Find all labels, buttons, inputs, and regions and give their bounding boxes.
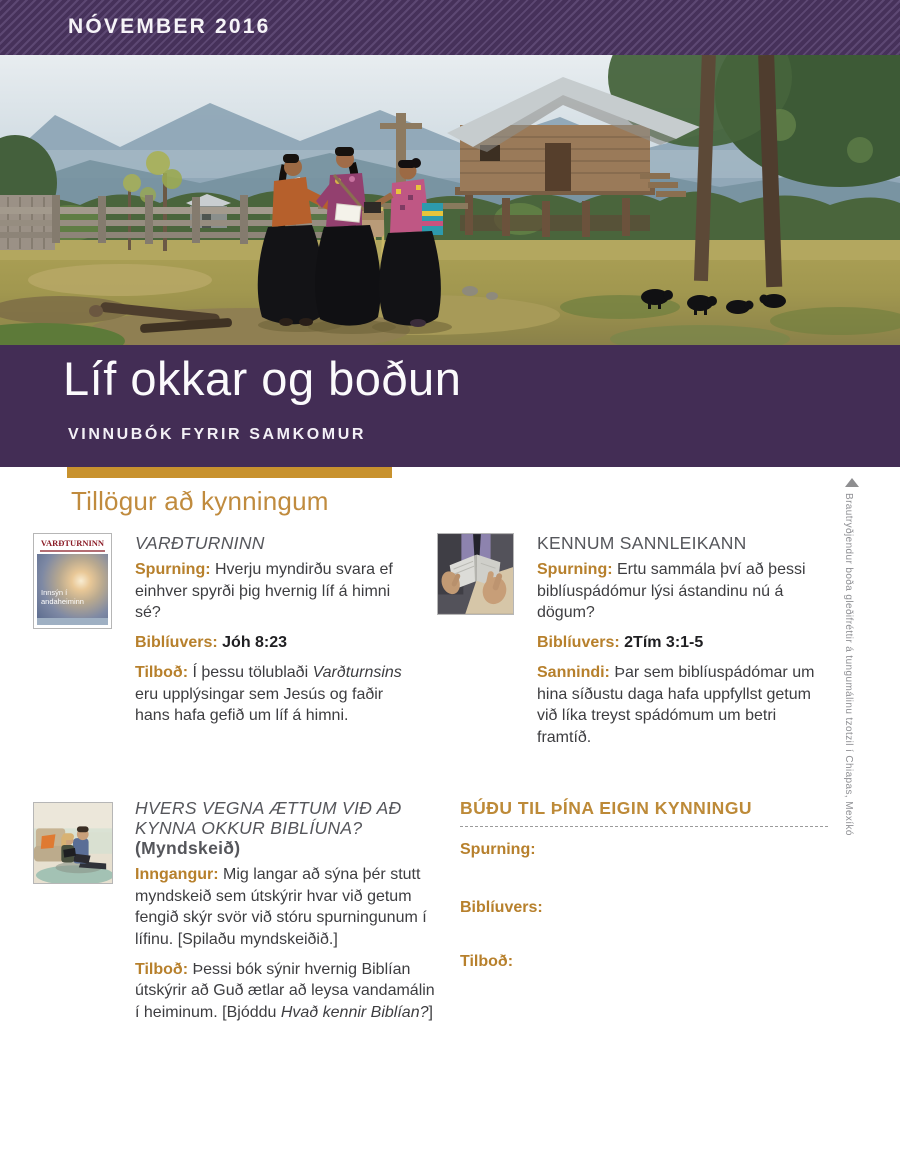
book-photo-thumbnail bbox=[437, 533, 514, 615]
accent-bar bbox=[67, 467, 392, 478]
offer-text-italic: Hvað kennir Biblían? bbox=[280, 1003, 429, 1021]
presentation-block-video bbox=[135, 798, 441, 1032]
question-label: Spurning: bbox=[537, 561, 613, 578]
issue-banner bbox=[0, 0, 900, 55]
presentation-block-truth bbox=[537, 533, 825, 757]
hero-photo-illustration bbox=[0, 55, 900, 345]
offer-text-italic: Varðturnsins bbox=[312, 664, 402, 681]
up-triangle-icon bbox=[845, 478, 859, 487]
magazine-masthead-rule bbox=[40, 550, 105, 552]
offer-text-end: eru upplýsingar sem Jesús og faðir hans hafa gefið um líf á himni. bbox=[135, 685, 384, 724]
offer-line bbox=[135, 959, 441, 1024]
custom-divider bbox=[460, 826, 828, 827]
verse-line bbox=[135, 632, 413, 654]
magazine-cover-caption: Innsýn í andaheiminn bbox=[41, 588, 84, 606]
truth-text: Þar sem biblíuspádómar um hina síðustu daga hafa uppfyllst getum við líka treyst spádómum um betri framtíð. bbox=[537, 664, 815, 746]
custom-verse-label: Biblíuvers: bbox=[460, 898, 543, 916]
verse-label: Biblíuvers: bbox=[135, 634, 218, 651]
custom-presentation-block bbox=[460, 798, 828, 973]
block-heading-italic: HVERS VEGNA ÆTTUM VIÐ AÐ KYNNA OKKUR BIBLÍUNA? bbox=[135, 798, 402, 838]
intro-line bbox=[135, 864, 441, 950]
question-line bbox=[135, 559, 413, 624]
question-label: Spurning: bbox=[135, 561, 211, 578]
intro-text: Mig langar að sýna þér stutt myndskeið sem útskýrir hvar við getum fengið skýr svör við stóru spurningunum í lífinu. [Spilaðu myndskeiðið.] bbox=[135, 866, 427, 948]
publication-title: Líf okkar og boðun bbox=[63, 352, 462, 405]
offer-text: Þessi bók sýnir hvernig Biblían útskýrir að Guð ætlar að leysa vandamálin í heiminum. [Bjóddu bbox=[135, 960, 435, 1021]
title-band bbox=[0, 345, 900, 467]
truth-label: Sannindi: bbox=[537, 664, 610, 681]
verse-label: Biblíuvers: bbox=[537, 634, 620, 651]
magazine-masthead: VARÐTURNINN bbox=[40, 538, 105, 548]
custom-question-label: Spurning: bbox=[460, 841, 536, 858]
offer-text-end: ] bbox=[428, 1003, 433, 1021]
question-text: Hverju myndirðu svara ef einhver spyrði þig hvernig líf á himni sé? bbox=[135, 561, 393, 621]
verse-line bbox=[537, 632, 825, 654]
question-text: Ertu sammála því að þessi biblíuspádómur lýsi ástandinu nú á dögum? bbox=[537, 561, 806, 621]
verse-text: 2Tím 3:1-5 bbox=[624, 634, 704, 651]
magazine-cover-footer bbox=[37, 618, 108, 625]
video-still-illustration bbox=[34, 803, 112, 883]
magazine-cover-art bbox=[37, 554, 108, 618]
offer-line bbox=[135, 662, 413, 727]
offer-text: Í þessu tölublaði bbox=[192, 664, 313, 681]
block-heading: VARÐTURNINN bbox=[135, 533, 265, 553]
custom-block-heading: BÚÐU TIL ÞÍNA EIGIN KYNNINGU bbox=[460, 798, 753, 818]
question-line bbox=[537, 559, 825, 624]
offer-label: Tilboð: bbox=[135, 960, 189, 978]
video-thumbnail bbox=[33, 802, 113, 884]
watchtower-cover-thumbnail bbox=[33, 533, 112, 629]
presentation-block-watchtower bbox=[135, 533, 413, 735]
cover-photo bbox=[0, 55, 900, 345]
issue-date: NÓVEMBER 2016 bbox=[68, 15, 271, 38]
publication-subtitle: VINNUBÓK FYRIR SAMKOMUR bbox=[68, 426, 367, 443]
truth-line bbox=[537, 662, 825, 748]
intro-label: Inngangur: bbox=[135, 866, 219, 883]
block-heading: KENNUM SANNLEIKANN bbox=[537, 533, 747, 553]
block-heading bbox=[135, 798, 441, 858]
section-heading: Tillögur að kynningum bbox=[71, 486, 329, 516]
verse-text: Jóh 8:23 bbox=[222, 634, 288, 651]
offer-label: Tilboð: bbox=[135, 664, 189, 681]
photo-credit-caption: Brautryðjendur boða gleðifréttir á tungumálinu tzotzil í Chiapas, Mexíkó bbox=[843, 493, 854, 836]
book-photo-illustration bbox=[438, 534, 513, 614]
custom-offer-label: Tilboð: bbox=[460, 953, 514, 970]
block-heading-suffix: (Myndskeið) bbox=[135, 838, 241, 858]
